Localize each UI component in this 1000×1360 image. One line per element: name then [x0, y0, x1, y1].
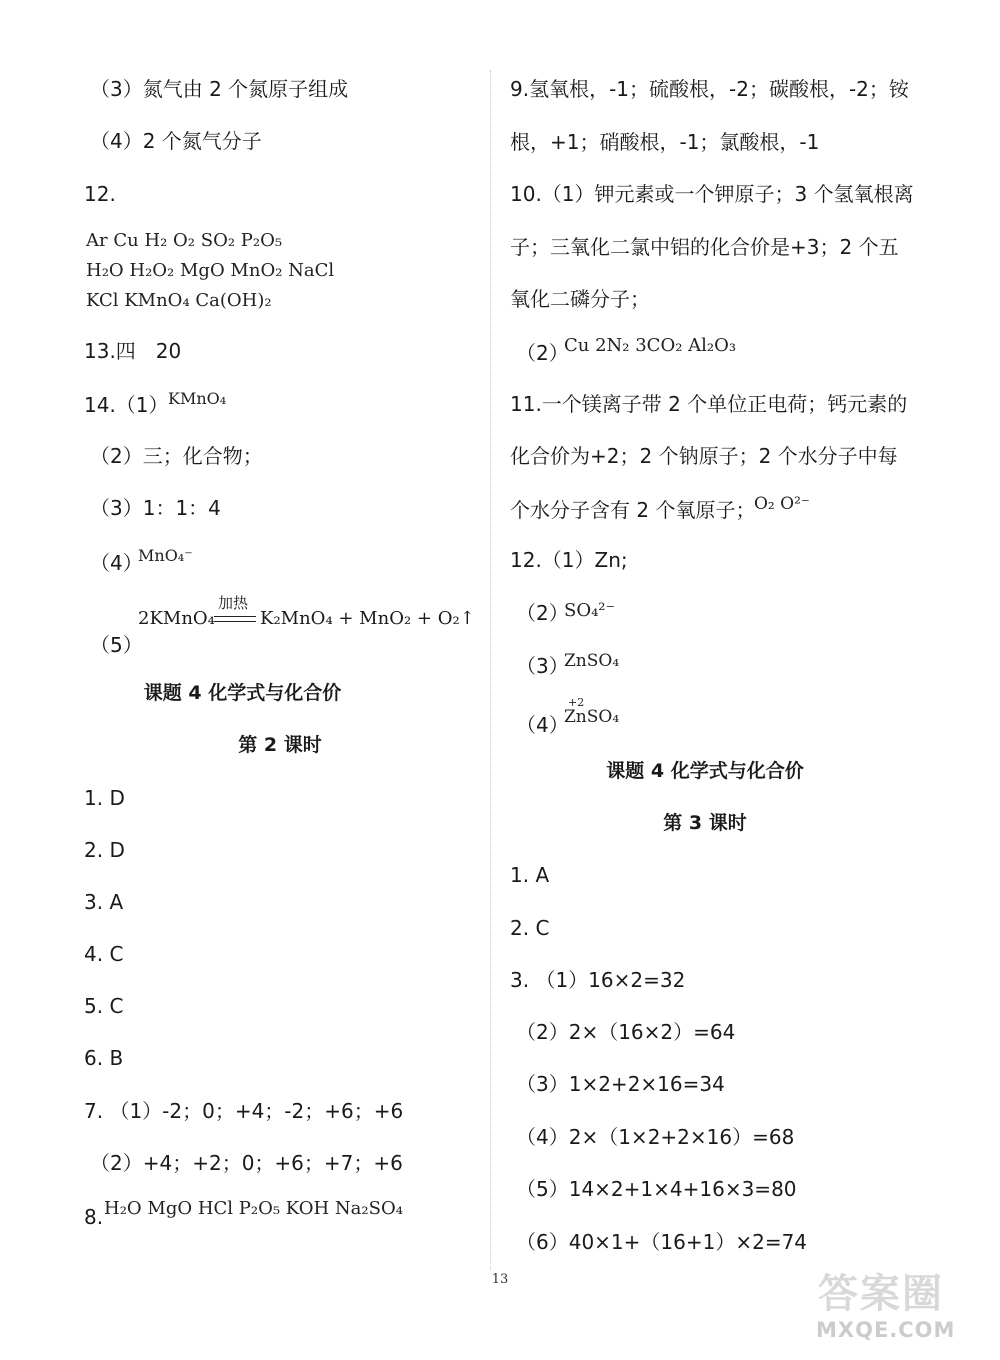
- answer-line: （3）1×2+2×16=34: [516, 1072, 725, 1096]
- answer-line: （2）三；化合物；: [90, 444, 263, 468]
- answer-line: 1. A: [510, 863, 550, 887]
- reaction-condition: 加热: [218, 594, 249, 612]
- answer-line: 2. D: [84, 838, 125, 862]
- answer-line: 10.（1）钾元素或一个钾原子；3 个氢氧根离: [510, 182, 914, 206]
- section-heading: 课题 4 化学式与化合价: [143, 682, 342, 704]
- formula: ZnSO₄: [564, 707, 620, 727]
- answer-line: 3. A: [84, 890, 124, 914]
- answer-line: 9.氢氧根，-1；硫酸根，-2；碳酸根，-2；铵: [510, 77, 909, 101]
- answer-label: （3）: [516, 654, 569, 678]
- formula-row: H₂O MgO HCl P₂O₅ KOH Na₂SO₄: [104, 1198, 403, 1219]
- answer-label: （4）: [516, 713, 569, 737]
- formula: KMnO₄: [168, 389, 227, 408]
- answer-line: （4）2 个氮气分子: [90, 129, 262, 153]
- answer-line: （6）40×1+（16+1）×2=74: [516, 1230, 808, 1254]
- answer-line: （4）2×（1×2+2×16）=68: [516, 1125, 795, 1149]
- formula-row: Ar Cu H₂ O₂ SO₂ P₂O₅: [86, 230, 283, 251]
- answer-line: 根，+1；硝酸根，-1；氯酸根，-1: [510, 130, 820, 154]
- formula-row: H₂O H₂O₂ MgO MnO₂ NaCl: [86, 260, 335, 281]
- formula: O₂ O²⁻: [754, 494, 810, 514]
- answer-line: （5）14×2+1×4+16×3=80: [516, 1177, 797, 1201]
- formula: SO₄²⁻: [564, 600, 616, 621]
- answer-line: 化合价为+2；2 个钠原子；2 个水分子中每: [510, 444, 898, 468]
- formula: MnO₄⁻: [138, 546, 193, 565]
- answer-line: 4. C: [84, 942, 124, 966]
- answer-line: 12.（1）Zn;: [510, 548, 628, 572]
- answer-line: 3. （1）16×2=32: [510, 968, 686, 992]
- answer-label: （2）: [516, 341, 569, 365]
- watermark-logo: [808, 1262, 993, 1352]
- answer-line: 5. C: [84, 994, 124, 1018]
- answer-line: 11.一个镁离子带 2 个单位正电荷；钙元素的: [510, 392, 908, 416]
- answer-line: 13.四 20: [84, 339, 182, 363]
- valence-mark: +2: [568, 696, 585, 709]
- products: K₂MnO₄ + MnO₂ + O₂↑: [260, 608, 475, 629]
- watermark-url: MXQE.COM: [816, 1318, 956, 1342]
- answer-label: （4）: [90, 551, 143, 575]
- answer-label: （2）: [516, 601, 569, 625]
- answer-line: 6. B: [84, 1046, 124, 1070]
- formula: ZnSO₄: [564, 651, 620, 671]
- answer-line: （2）+4；+2；0；+6；+7；+6: [90, 1151, 403, 1175]
- reactant: 2KMnO₄: [138, 608, 215, 629]
- formula-row: KCl KMnO₄ Ca(OH)₂: [86, 290, 272, 311]
- answer-line: （2）2×（16×2）=64: [516, 1020, 736, 1044]
- answer-label: 14.（1）: [84, 393, 169, 417]
- section-subheading: 第 3 课时: [663, 812, 747, 834]
- formula-row: Cu 2N₂ 3CO₂ Al₂O₃: [564, 335, 737, 356]
- section-heading: 课题 4 化学式与化合价: [606, 760, 804, 782]
- page-number: 13: [491, 1272, 509, 1287]
- answer-line: （3）1：1：4: [90, 496, 221, 520]
- answer-line: 氧化二磷分子；: [510, 287, 650, 311]
- question-number: 12.: [84, 182, 116, 206]
- answer-line: 7. （1）-2；0；+4；-2；+6；+6: [84, 1099, 404, 1123]
- watermark-text: 答案圈: [818, 1271, 944, 1317]
- section-subheading: 第 2 课时: [238, 734, 322, 756]
- column-divider: [490, 70, 491, 1270]
- question-number: 8.: [84, 1205, 104, 1229]
- answer-line: 子；三氧化二氯中铝的化合价是+3；2 个五: [510, 235, 899, 259]
- answer-line: （3）氮气由 2 个氮原子组成: [90, 77, 349, 101]
- answer-line: 个水分子含有 2 个氧原子；: [510, 498, 756, 522]
- answer-line: 2. C: [510, 916, 550, 940]
- answer-label: （5）: [90, 633, 143, 657]
- answer-line: 1. D: [84, 786, 125, 810]
- equals-sign: [214, 616, 256, 622]
